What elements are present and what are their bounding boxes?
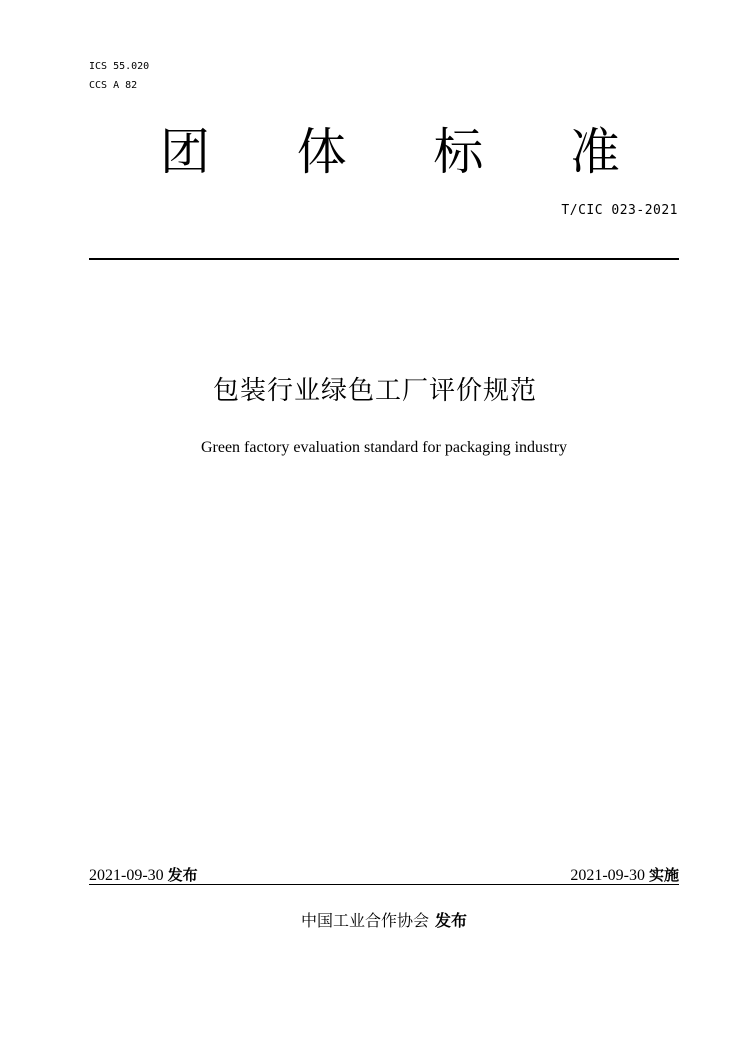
implement-date: 2021-09-30 [570, 867, 645, 884]
date-line [89, 864, 679, 885]
document-title-chinese: 包装行业绿色工厂评价规范 [212, 376, 537, 406]
standard-type-char-3: 标 [433, 123, 484, 181]
publisher-name: 中国工业合作协会 [300, 911, 429, 930]
standard-type-char-2: 体 [296, 123, 347, 181]
standard-number: T/CIC 023-2021 [561, 203, 678, 218]
implement-date-block [570, 864, 679, 885]
footer-divider [89, 884, 679, 885]
header-divider [89, 258, 679, 260]
standard-type-char-1: 团 [160, 123, 210, 181]
publish-date-block [89, 864, 198, 885]
document-title-english: Green factory evaluation standard for packaging industry [200, 439, 568, 456]
publish-label: 发布 [167, 866, 198, 884]
ics-code: ICS 55.020 [89, 61, 150, 72]
standard-type-heading [140, 122, 640, 182]
classification-codes [89, 57, 149, 95]
publish-date: 2021-09-30 [89, 867, 164, 884]
standard-type-char-4: 准 [569, 123, 620, 181]
publisher-line [0, 908, 750, 931]
publisher-label: 发布 [435, 911, 468, 930]
ccs-code: CCS A 82 [89, 80, 138, 91]
implement-label: 实施 [648, 866, 679, 884]
